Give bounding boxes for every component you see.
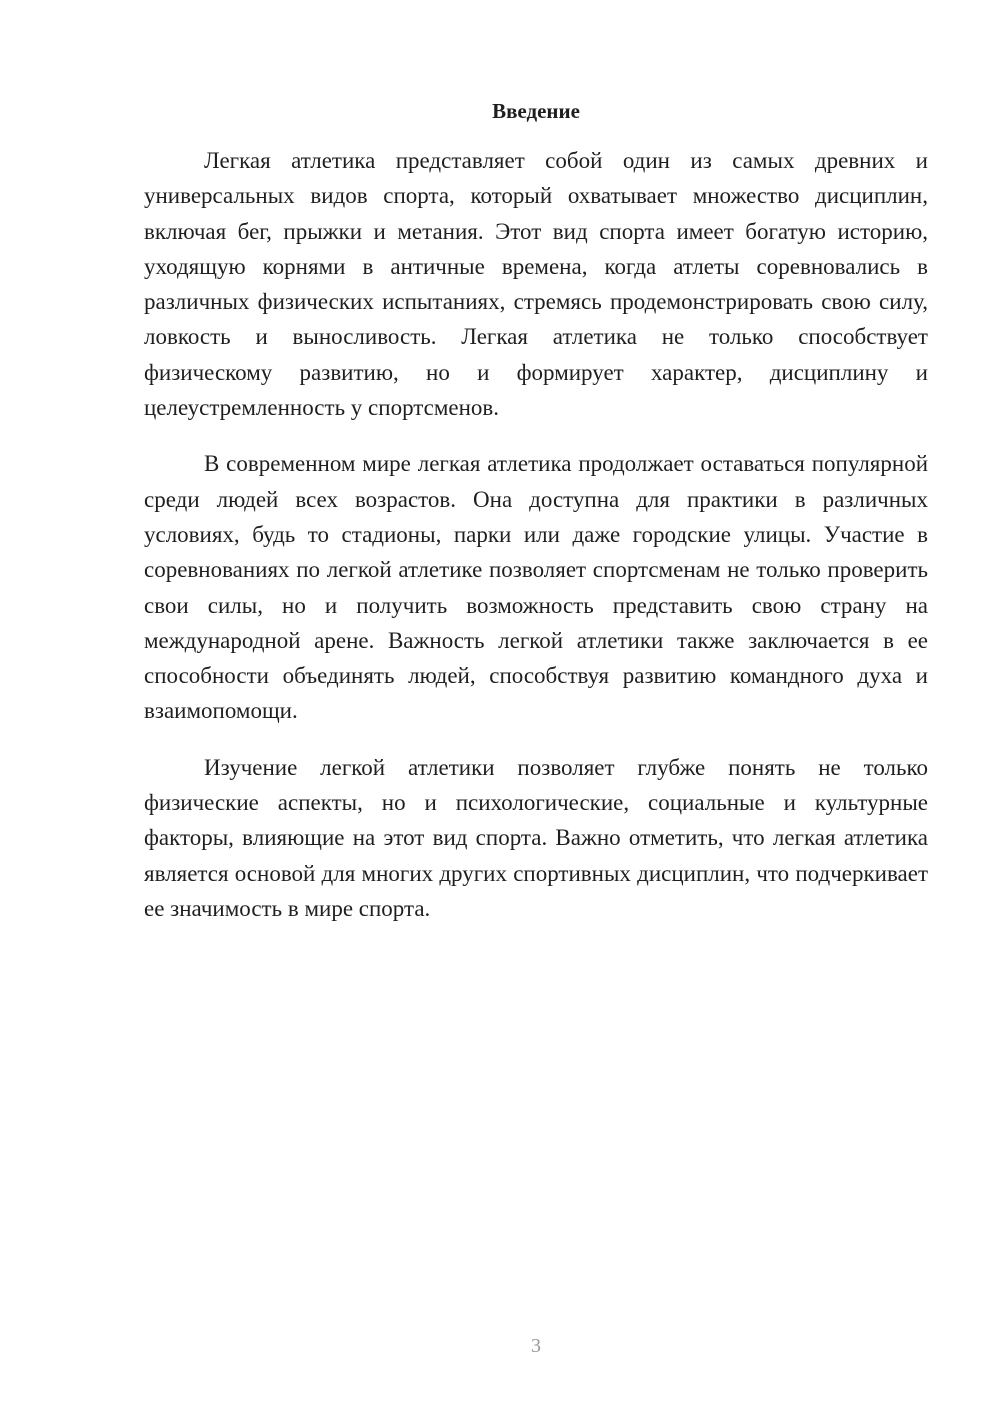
paragraph-3: Изучение легкой атлетики позволяет глубже понять не только физические аспекты, но и психологические, социальные и культурные факторы, влияющие на этот вид спорта. Важно отметить, что легкая атлетика является основой для многих других спортивных дисциплин, что подчеркивает ее значимость в мире спорта. bbox=[144, 754, 928, 921]
section-heading: Введение bbox=[492, 99, 580, 123]
body-text bbox=[144, 143, 928, 926]
paragraph-2: В современном мире легкая атлетика продолжает оставаться популярной среди людей всех возрастов. Она доступна для практики в различных условиях, будь то стадионы, парки или даже городские улицы. Участие в соревнованиях по легкой атлетике позволяет спортсменам не только проверить свои силы, но и получить возможность представить свою страну на международной арене. Важность легкой атлетики также заключается в ее способности объединять людей, способствуя развитию командного духа и взаимопомощи. bbox=[144, 451, 928, 724]
paragraph-1: Легкая атлетика представляет собой один из самых древних и универсальных видов спорта, который охватывает множество дисциплин, включая бег, прыжки и метания. Этот вид спорта имеет богатую историю, уходящую корнями в античные времена, когда атлеты соревновались в различных физических испытаниях, стремясь продемонстрировать свою силу, ловкость и выносливость. Легкая атлетика не только способствует физическому развитию, но и формирует характер, дисциплину и целеустремленность у спортсменов. bbox=[144, 148, 928, 421]
page-number: 3 bbox=[531, 1335, 541, 1357]
